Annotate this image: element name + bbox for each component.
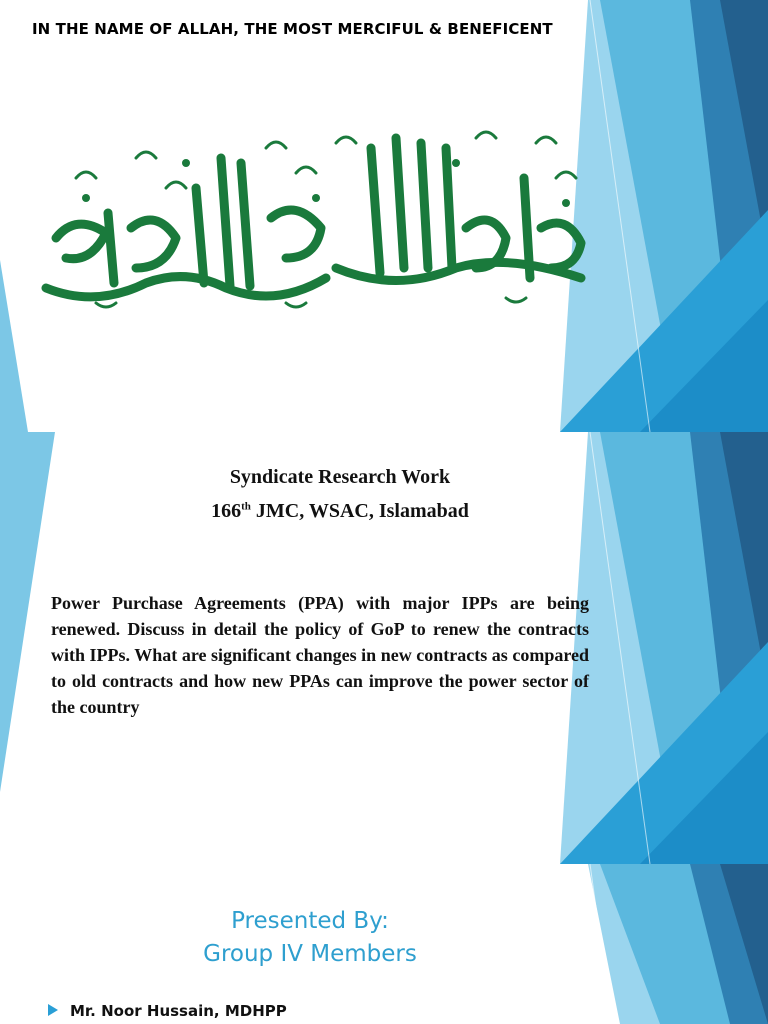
group-name: Group IV Members — [203, 941, 417, 967]
member-item: Mr. Noor Hussain, MDHPP — [70, 1002, 287, 1020]
dedication-banner: IN THE NAME OF ALLAH, THE MOST MERCIFUL & BENEFICENT — [32, 20, 553, 38]
slide-title — [0, 0, 768, 432]
course-suffix: th — [241, 500, 251, 513]
presented-by: Presented By: — [231, 908, 389, 934]
course-number: 166 — [211, 500, 242, 522]
research-question: Power Purchase Agreements (PPA) with major IPPs are being renewed. Discuss in detail the policy of GoP to renew the contracts with IPPs. What are significant changes in new contracts as compared to old contracts and how new PPAs can improve the power sector of the country — [51, 593, 589, 717]
slide-topic — [0, 432, 768, 864]
research-title: Syndicate Research Work — [229, 466, 451, 488]
bismillah-calligraphy — [36, 118, 596, 318]
course-line — [0, 500, 680, 523]
slide-presenters — [0, 864, 768, 1024]
triangle-bullet-icon — [47, 1004, 59, 1016]
course-rest: JMC, WSAC, Islamabad — [250, 500, 469, 522]
